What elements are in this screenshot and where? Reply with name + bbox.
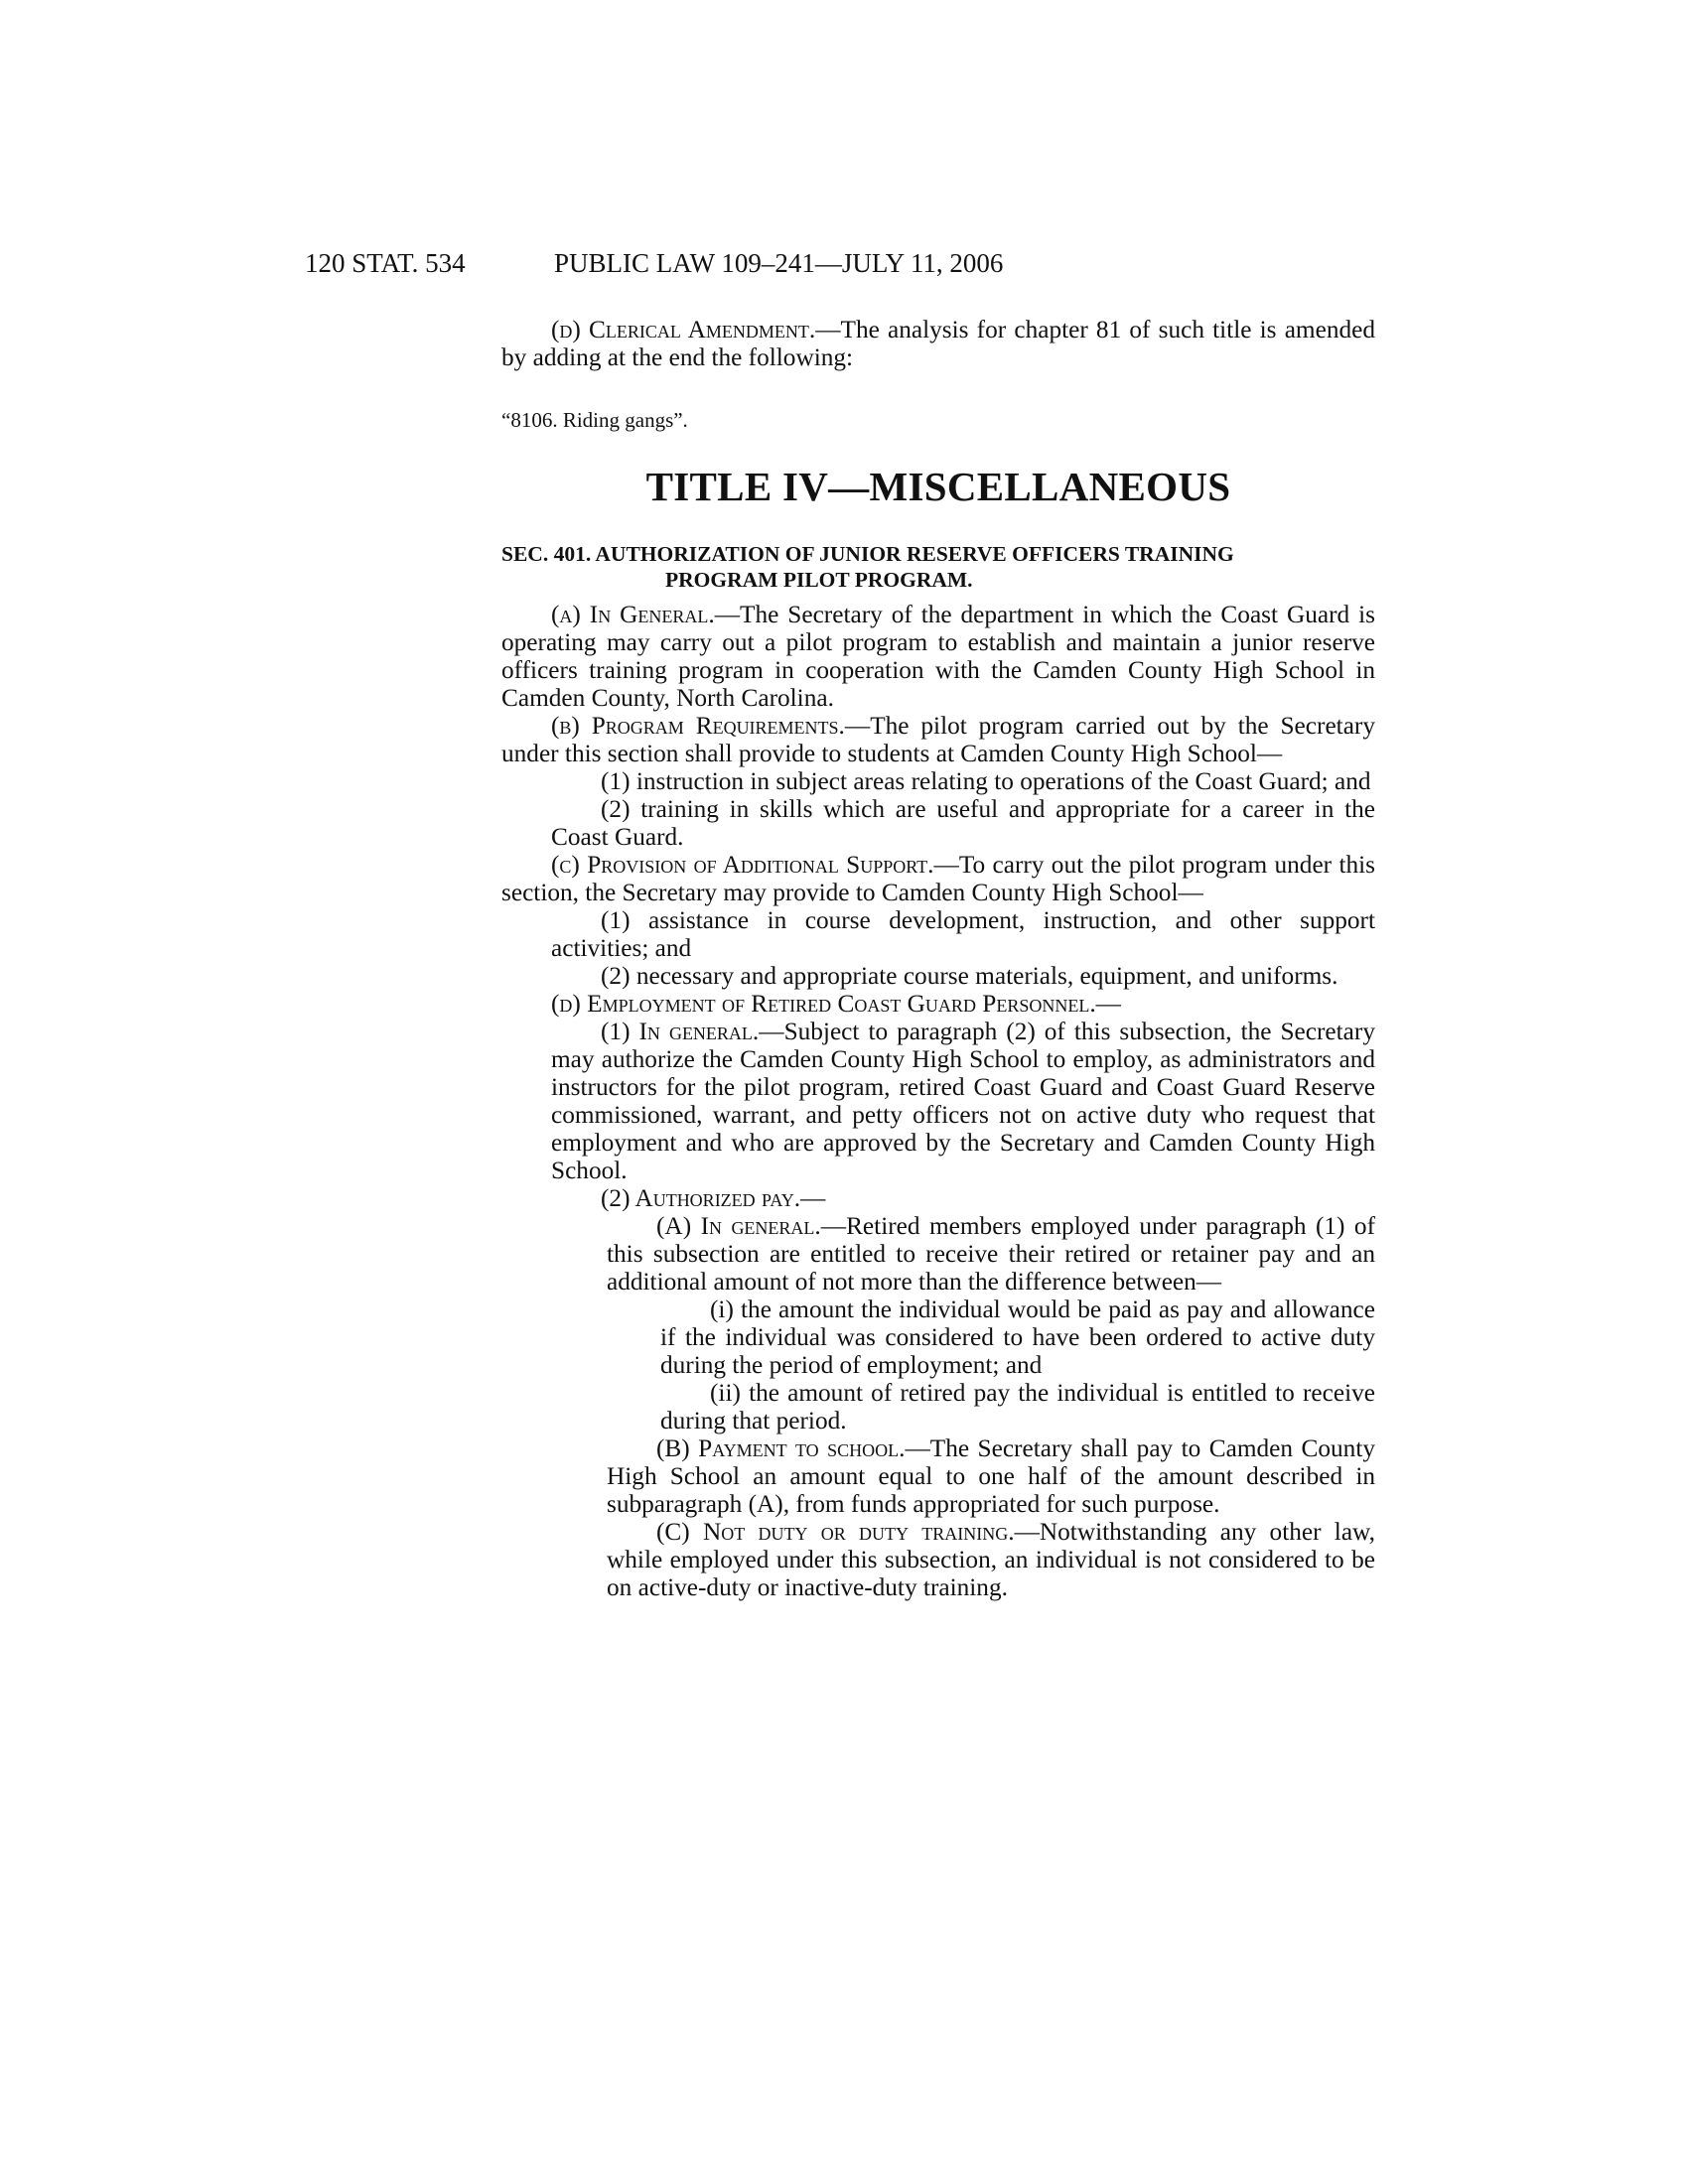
paragraph-b2: (2) training in skills which are useful and appropriate for a career in the Coast Guard. bbox=[551, 795, 1375, 851]
clause-d2Aii: (ii) the amount of retired pay the individual is entitled to receive during that period. bbox=[660, 1379, 1375, 1434]
subsection-b-text: —The pilot program carried out by the Secretary under this section shall provide to students at Camden County High School— bbox=[501, 712, 1375, 767]
stat-page-number: 120 STAT. 534 bbox=[305, 248, 466, 278]
paragraph-d1 bbox=[551, 1018, 1375, 1184]
subsection-a-label: (a) In General. bbox=[551, 601, 715, 628]
paragraph-c2: (2) necessary and appropriate course materials, equipment, and uniforms. bbox=[601, 962, 1338, 990]
subsection-d-label: (d) Employment of Retired Coast Guard Personnel. bbox=[551, 990, 1096, 1018]
subparagraph-d2B bbox=[607, 1434, 1375, 1518]
paragraph-d2-text: — bbox=[800, 1184, 826, 1212]
subparagraph-d2B-label: (B) Payment to school. bbox=[656, 1434, 906, 1462]
clerical-amendment-block bbox=[501, 316, 1375, 371]
subparagraph-d2A bbox=[607, 1212, 1375, 1296]
paragraph-d2 bbox=[551, 1184, 1375, 1212]
clerical-item-block bbox=[501, 406, 1375, 434]
subsection-a-text: —The Secretary of the department in which the Coast Guard is operating may carry out a pilot program to establish and maintain a junior reserve officers training program in cooperation with the Camden County High School in Camden County, North Carolina. bbox=[501, 601, 1375, 712]
paragraph-d2-label: (2) Authorized pay. bbox=[601, 1184, 801, 1212]
section-heading-line1: SEC. 401. AUTHORIZATION OF JUNIOR RESERVE OFFICERS TRAINING bbox=[501, 542, 1234, 566]
paragraph-b1: (1) instruction in subject areas relating to operations of the Coast Guard; and bbox=[601, 767, 1371, 795]
section-heading-line2: PROGRAM PILOT PROGRAM. bbox=[665, 568, 973, 592]
subsection-d-text: — bbox=[1095, 990, 1121, 1018]
subsection-c bbox=[501, 851, 1375, 906]
paragraph-c1: (1) assistance in course development, instruction, and other support activities; and bbox=[551, 906, 1375, 962]
subsection-c-text: —To carry out the pilot program under this section, the Secretary may provide to Camden County High School— bbox=[501, 851, 1375, 906]
subparagraph-d2B-text: —The Secretary shall pay to Camden County High School an amount equal to one half of the amount described in subparagraph (A), from funds appropriated for such purpose. bbox=[607, 1434, 1375, 1518]
clerical-amendment-paragraph bbox=[501, 316, 1375, 371]
subsection-c-label: (c) Provision of Additional Support. bbox=[551, 851, 934, 879]
clerical-list-item: “8106. Riding gangs”. bbox=[501, 408, 688, 432]
title-heading: TITLE IV—MISCELLANEOUS bbox=[645, 464, 1231, 509]
section-heading bbox=[501, 541, 1375, 593]
subsection-d bbox=[501, 990, 1375, 1018]
paragraph-d1-text: —Subject to paragraph (2) of this subsection, the Secretary may authorize the Camden County High School to employ, as administrators and instructors for the pilot program, retired Coast Guard and Coast Guard Reserve commissioned, warrant, and petty officers not on active duty who request that employment and who are approved by the Secretary and Camden County High School. bbox=[551, 1018, 1375, 1184]
public-law-heading: PUBLIC LAW 109–241—JULY 11, 2006 bbox=[554, 248, 1004, 278]
subparagraph-d2A-label: (A) In general. bbox=[656, 1212, 821, 1240]
paragraph-d1-label: (1) In general. bbox=[601, 1018, 760, 1045]
subparagraph-d2C-label: (C) Not duty or duty training. bbox=[656, 1518, 1015, 1546]
subparagraph-d2C bbox=[607, 1518, 1375, 1601]
section-401 bbox=[501, 541, 1375, 1601]
clerical-amendment-label: (d) Clerical Amendment. bbox=[551, 316, 816, 343]
subsection-b bbox=[501, 712, 1375, 767]
subparagraph-d2C-text: —Notwithstanding any other law, while employed under this subsection, an individual is not considered to be on active-duty or inactive-duty training. bbox=[607, 1518, 1375, 1601]
subparagraph-d2A-text: —Retired members employed under paragraph (1) of this subsection are entitled to receive their retired or retainer pay and an additional amount of not more than the difference between— bbox=[607, 1212, 1375, 1296]
subsection-a bbox=[501, 601, 1375, 712]
page-header bbox=[0, 248, 1688, 288]
clause-d2Ai: (i) the amount the individual would be paid as pay and allowance if the individual was considered to have been ordered to active duty during the period of employment; and bbox=[660, 1296, 1375, 1379]
subsection-b-label: (b) Program Requirements. bbox=[551, 712, 845, 740]
clerical-amendment-text: —The analysis for chapter 81 of such title is amended by adding at the end the following: bbox=[501, 316, 1375, 371]
